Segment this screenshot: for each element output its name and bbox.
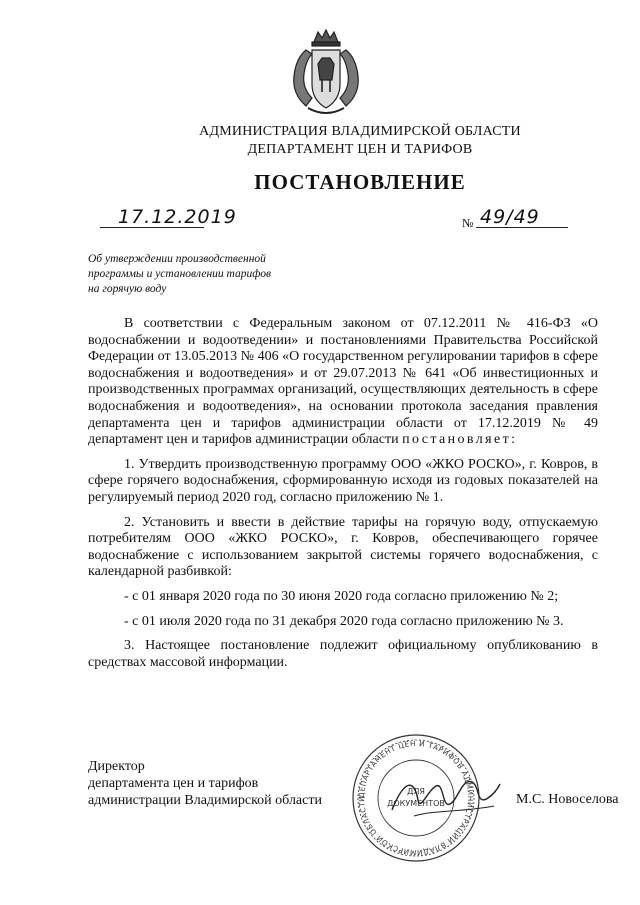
- preamble-paragraph: [88, 316, 598, 449]
- signatory-position: Директор: [88, 759, 145, 774]
- resolve-word: постановляет:: [402, 432, 518, 448]
- number-underline: [476, 227, 568, 228]
- subject-line: программы и установлении тарифов: [88, 268, 271, 280]
- preamble-text: В соответствии с Федеральным законом от 07.12.2011 № 416-ФЗ «О водоснабжении и водоотведении» и постановлениями Правительства Российской Федерации от 13.05.2013 № 406 «О государственном регулировании тарифов в сфере водоснабжения и водоотведения» и от 29.07.2013 № 641 «Об инвестиционных и производственных программах организаций, осуществляющих деятельность в сфере водоснабжения и водоотведения», на основании протокола заседания правления департамента цен и тарифов администрации области от 17.12.2019 № 49 департамент цен и тарифов администрации области: [88, 316, 598, 448]
- subject-line: на горячую воду: [88, 283, 167, 295]
- date-underline: [100, 227, 204, 228]
- item-3: 3. Настоящее постановление подлежит официальному опубликованию в средствах массовой информации.: [88, 638, 598, 670]
- coat-of-arms-emblem: [286, 28, 366, 118]
- handwritten-signature: [384, 760, 504, 830]
- stamp-center-line2: ДОКУМЕНТОВ: [387, 799, 445, 808]
- document-date: 17.12.2019: [118, 206, 237, 228]
- document-number: 49/49: [480, 206, 540, 228]
- department-name: ДЕПАРТАМЕНТ ЦЕН И ТАРИФОВ: [247, 142, 473, 157]
- tariff-period-1: - с 01 января 2020 года по 30 июня 2020 года согласно приложению № 2;: [124, 588, 559, 604]
- item-1: 1. Утвердить производственную программу ООО «ЖКО РОСКО», г. Ковров, в сфере горячего водоснабжения, сформированную исходя из годовых показателей на регулируемый период 2020 год, согласно приложению № 1.: [88, 456, 598, 505]
- signatory-title: [88, 758, 322, 809]
- stamp-center-line1: ДЛЯ: [407, 787, 425, 796]
- document-body: [88, 316, 598, 671]
- number-label: №: [462, 216, 474, 230]
- tariff-period-2: - с 01 июля 2020 года по 31 декабря 2020 года согласно приложению № 3.: [124, 613, 564, 629]
- document-title: ПОСТАНОВЛЕНИЕ: [254, 170, 466, 194]
- organization-name: АДМИНИСТРАЦИЯ ВЛАДИМИРСКОЙ ОБЛАСТИ: [199, 124, 521, 139]
- stamp-outer-text: ДЕПАРТАМЕНТ ЦЕН И ТАРИФОВ АДМИНИСТРАЦИИ ВЛАДИМИРСКОЙ ОБЛАСТИ: [356, 738, 476, 858]
- signatory-name: М.С. Новоселова: [516, 792, 619, 807]
- signatory-department: департамента цен и тарифов: [88, 776, 259, 791]
- document-subject: [88, 252, 298, 297]
- signatory-administration: администрации Владимирской области: [88, 793, 322, 808]
- subject-line: Об утверждении производственной: [88, 253, 266, 265]
- item-2: 2. Установить и ввести в действие тарифы на горячую воду, отпускаемую потребителям ООО «ЖКО РОСКО», г. Ковров, обеспечивающего горячее водоснабжение с использованием закрытой системы горячего водоснабжения, с календарной разбивкой:: [88, 514, 598, 580]
